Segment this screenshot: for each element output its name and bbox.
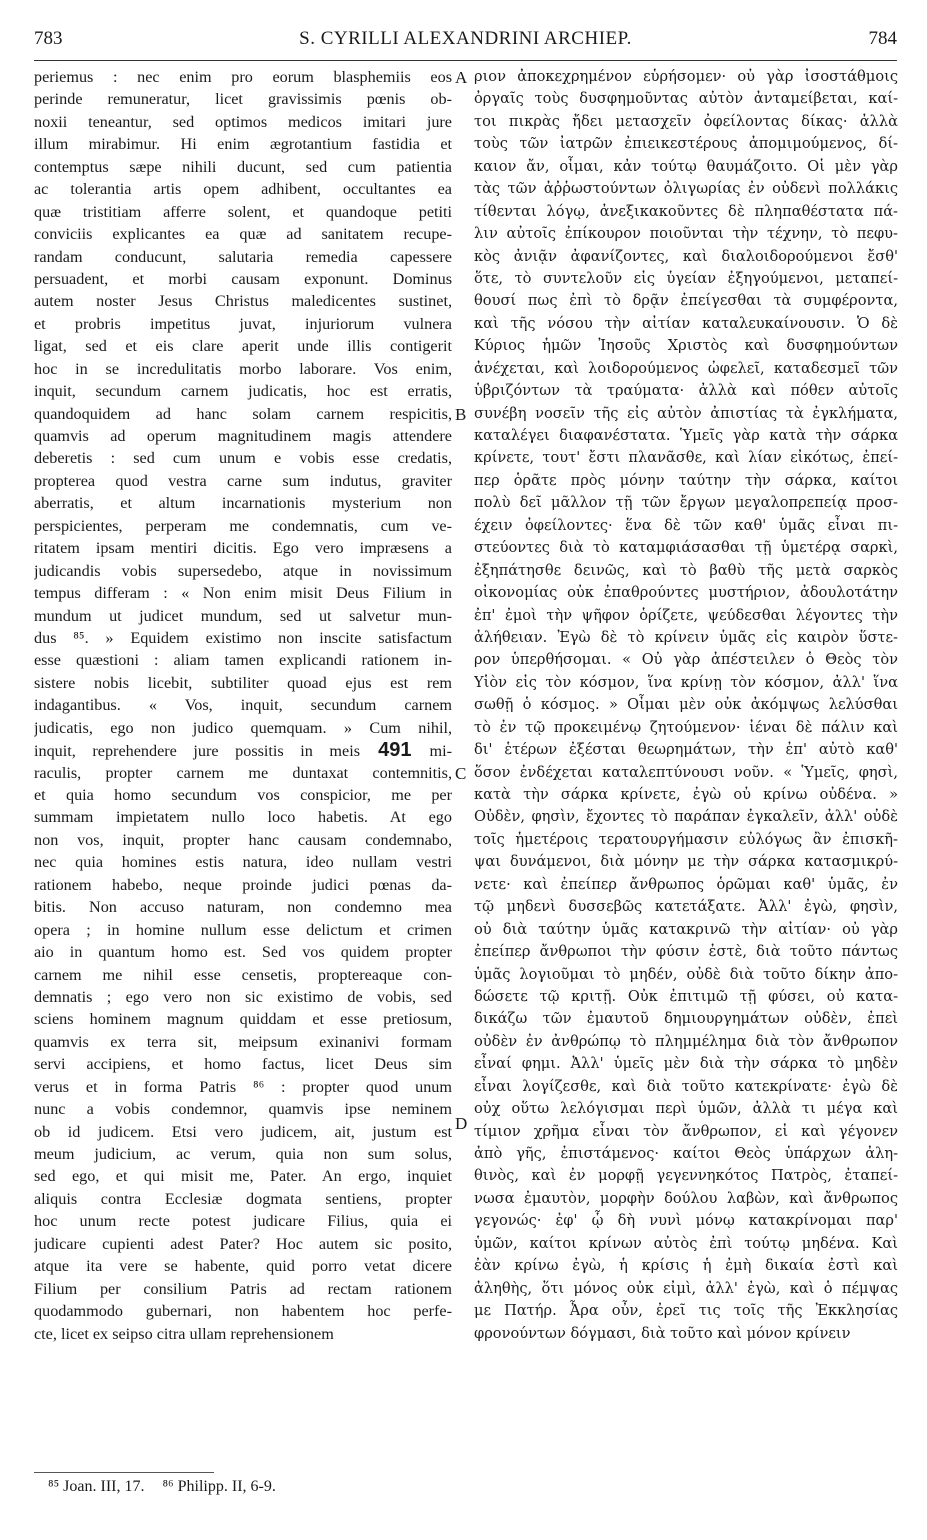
text-line: hoc unum recte potest judicare Filius, quia ei — [34, 1212, 452, 1231]
text-line: persuadent, et morbi causam exponunt. Dominus — [34, 269, 452, 288]
text-line: ἀπὸ γῆς, ἐπιστάμενος· καίτοι Θεὸς ὑπάρχων ἀλη- — [474, 1145, 898, 1162]
text-line: sistere nobis licebit, subtiliter quoad ejus est rem — [34, 673, 452, 692]
text-line: κὸς ἀνιᾷν ἀφανίζοντες, καὶ διαλοιδορούμενοι ἔσθ' — [474, 247, 898, 265]
text-line: raculis, propter carnem me duntaxat contemnitis, — [34, 763, 452, 782]
text-line: φρονούντων δόγμασι, διὰ τοῦτο καὶ μόνον κρίνειν — [474, 1324, 851, 1342]
page-number-left: 783 — [34, 28, 63, 49]
text-line: tempus differam : « Non enim misit Deus Filium in — [34, 584, 452, 603]
text-line: et probris impetitus juvat, injuriorum vulnera — [34, 314, 452, 333]
text-line: λιν αὐτοῖς ἐπίκουρον ποιοῦνται τὴν τέχνην, τὸ πεφυ- — [474, 225, 898, 243]
text-line: quamvis ad operum magnitudinem magis attendere — [34, 427, 452, 445]
text-line: ἀνέχεται, καὶ λοιδορούμενος ὠφελεῖ, καταδεσμεῖ τῶν — [474, 359, 898, 377]
text-line: ριον ἀποκεχρημένον εὑρήσομεν· οὐ γὰρ ἰσοστάθμοις — [474, 68, 898, 85]
text-line: Filium per consilium Patris ad rectam rationem — [34, 1279, 452, 1298]
margin-mark-b: B — [455, 405, 467, 424]
text-line: γεγονώς· ἐφ' ᾧ δὴ νυνὶ μόνῳ κατακρίνομαι παρ' — [474, 1212, 898, 1230]
line-text: inquit, reprehendere jure possitis in meis — [34, 742, 361, 761]
text-line: quodammodo gubernari, non habentem hoc perfe- — [34, 1302, 452, 1321]
text-line: noxii teneantur, sed optimos medicos imitari jure — [34, 112, 452, 131]
text-line: τῷ μηδενὶ δυσσεβῶς κατετάξατε. Ἀλλ' ἐγὼ, φησὶν, — [474, 898, 898, 916]
text-line: ἐπ' ἐμοὶ τὴν ψῆφον ὁρίζετε, ψεύδεσθαι λέγοντες τὴν — [474, 606, 898, 624]
text-line: non vos, inquit, propter hanc causam condemnabo, — [34, 830, 452, 849]
text-line: εἶναι λογίζεσθε, καὶ διὰ τοῦτο κατεκρίνατε· ἐγὼ δὲ — [474, 1077, 898, 1095]
text-line: ligat, sed et eis clare aperit unde illis contigerit — [34, 337, 452, 356]
margin-mark-c: C — [455, 764, 467, 783]
page-number-right: 784 — [868, 28, 897, 49]
text-line: judicandis vobis supersedebo, atque in novissimum — [34, 561, 452, 580]
text-line: perinde remuneratur, licet gravissimis pœnis ob- — [34, 90, 452, 109]
text-line: sciens hominem magnum quiddam et esse pretiosum, — [34, 1010, 452, 1029]
text-line: δώσετε τῷ κριτῇ. Οὐκ ἐπιτιμῶ τῇ φύσει, οὐ κατα- — [474, 987, 898, 1005]
text-line: ἐὰν κρίνω ἐγὼ, ἡ κρίσις ἡ ἐμὴ δικαία ἐστὶ καὶ — [474, 1257, 898, 1275]
text-line: καὶ τῆς νόσου τὴν αἰτίαν καταλευκαίνουσιν. Ὁ δὲ — [474, 314, 898, 332]
text-line: ὀργαῖς τοὺς δυσφημοῦντας αὐτὸν ἀνταμείβεται, καί- — [474, 90, 898, 108]
text-line: ὅσον ἐνδέχεται καταλεπτύνουσι νοῦν. « Ὑμεῖς, φησὶ, — [474, 763, 898, 781]
text-line: aliquis contra Ecclesiæ dogmata sentiens, propter — [34, 1189, 452, 1208]
text-line: Υἱὸν εἰς τὸν κόσμον, ἵνα κρίνῃ τὸν κόσμον, ἀλλ' ἵνα — [474, 673, 898, 691]
text-line: κρίνετε, τουτ' ἔστι πλανᾶσθε, καὶ λίαν εἰκότως, ἐπεί- — [474, 449, 898, 467]
header-rule — [34, 60, 897, 61]
text-line: judicare cupienti adest Pater? Hoc autem sic posito, — [34, 1234, 452, 1253]
text-line: indagantibus. « Vos, inquit, secundum carnem — [34, 696, 452, 715]
text-line: opera ; in homine nullum esse delictum et crimen — [34, 920, 452, 939]
text-line: demnatis ; ego vero non sic existimo de vobis, sed — [34, 987, 452, 1006]
text-line: κατὰ τὴν σάρκα κρίνετε, ἐγὼ οὐ κρίνω οὐδένα. » — [474, 786, 898, 803]
footnotes — [48, 1478, 290, 1496]
text-line: quandoquidem ad hanc solam carnem respicitis, — [34, 404, 452, 423]
text-line: cte, licet ex seipso citra ullam reprehensionem — [34, 1324, 334, 1343]
text-line: conviciis explicantes ea quæ ad sanitatem recupe- — [34, 225, 452, 244]
text-line: τοι πικρὰς ἤδει μετασχεῖν ὀφείλοντας δίκας· ἀλλὰ — [474, 112, 898, 130]
text-line: sed ego, et qui misit me, Pater. An ergo, inquiet — [34, 1167, 452, 1186]
text-line: deberetis : sed cum unum e vobis esse credatis, — [34, 449, 452, 468]
text-line: τίμιον χρῆμα εἶναι τὸν ἄνθρωπον, εἰ καὶ γέγονεν — [474, 1122, 898, 1140]
text-line: δι' ἑτέρων ἐξέσται θεωρημάτων, τὴν ἐπ' αὐτὸ καθ' — [474, 741, 898, 759]
text-line: ὑμῶν, καίτοι κρίνων αὐτὸς ἐπὶ τούτῳ μηδένα. Καὶ — [474, 1234, 898, 1252]
margin-mark-a: A — [455, 68, 468, 87]
text-line: propterea quod vestra carne sum indutus, graviter — [34, 471, 452, 490]
text-line: aberratis, et altum incarnationis mysterium non — [34, 494, 452, 513]
text-line: τὸ ἐν τῷ προκειμένῳ ζητούμενον· ἰέναι δὲ πάλιν καὶ — [474, 718, 898, 736]
text-line: summam impietatem nullo loco habetis. At ego — [34, 808, 452, 827]
text-line: ὑβριζόντων τὰ τραύματα· ἀλλὰ καὶ πόθεν αὐτοῖς — [474, 382, 898, 400]
text-line: esse quæstioni : aliam tamen explicandi rationem in- — [34, 651, 452, 670]
text-line: θουσί πως ἐπὶ τὸ δρᾷν ἐπείγεσθαι τὰ συμφέροντα, — [474, 292, 898, 310]
text-line: δικάζω τῶν ἐμαυτοῦ δημιουργημάτων οὐδὲν, ἐπεὶ — [474, 1010, 898, 1028]
text-line: perspicientes, perperam me condemnatis, cum ve- — [34, 516, 452, 535]
text-line: meum judicium, ac verum, quia non sum solus, — [34, 1145, 452, 1163]
text-line: verus et in forma Patris ⁸⁶ : propter quod unum — [34, 1077, 452, 1096]
text-line: servi accipiens, et homo factus, licet Deus sim — [34, 1055, 452, 1074]
margin-mark-d: D — [455, 1114, 468, 1133]
greek-column — [474, 66, 898, 1345]
text-line: καταλέγει διαφανέστατα. Ὑμεῖς γὰρ κατὰ τὴν σάρκα — [474, 427, 898, 444]
text-line: ὑμᾶς λογιοῦμαι τὸ μηδέν, οὐδὲ διὰ τοῦτο δίκην ἀπο- — [474, 965, 898, 983]
text-line: περ ὁρᾶτε πρὸς μόνην ταύτην τὴν σάρκα, καίτοι — [474, 471, 898, 489]
text-line: νωσα ἐμαυτὸν, μορφὴν δούλου λαβὼν, καὶ ἄνθρωπος — [474, 1189, 898, 1207]
text-line: ob id judicem. Etsi vero judicem, ait, justum est — [34, 1122, 452, 1141]
text-line: Κύριος ἡμῶν Ἰησοῦς Χριστὸς καὶ δυσφημούντων — [474, 337, 898, 355]
text-line: aio in quantum homo est. Sed vos quidem propter — [34, 943, 452, 962]
footnote-86: ⁸⁶ Philipp. II, 6-9. — [162, 1478, 276, 1495]
text-line: τὰς τῶν ἀῤῥωστούντων ὀλιγωρίας ἐν οὐδενὶ πολλάκις — [474, 180, 898, 198]
text-line: carnem me nihil esse censetis, proptereaque con- — [34, 965, 452, 984]
text-line: ρον ὑπερθήσομαι. « Οὐ γὰρ ἀπέστειλεν ὁ Θεὸς τὸν — [474, 651, 898, 669]
text-line: πολὺ δεῖ μᾶλλον τῇ τῶν ἔργων μεγαλοπρεπείᾳ προσ- — [474, 494, 898, 512]
text-line: nec quia homines estis natura, ideo nullam vestri — [34, 853, 452, 872]
text-line: ψαι δυνάμενοι, διὰ μόνην με τὴν σάρκα κατασμικρύ- — [474, 853, 898, 871]
text-line: καιον ἄν, οἶμαι, κἀν τούτῳ θαυμάζοιτο. Οἱ μὲν γὰρ — [474, 157, 898, 175]
line-continuation: mi- — [429, 742, 452, 761]
text-line: εἶναί φημι. Ἀλλ' ὑμεῖς μὲν διὰ τὴν σάρκα τὸ μηδὲν — [474, 1055, 898, 1073]
text-line: quæ tristitiam afferre solent, et quandoque petiti — [34, 202, 452, 221]
page-header — [34, 28, 897, 56]
text-line: τίθενται λόγῳ, ἀνεξικακοῦντες δὲ πληπαθέστατα πά- — [474, 202, 898, 220]
text-line: Οὐδὲν, φησὶν, ἔχοντες τὸ παράπαν ἐγκαλεῖν, ἀλλ' οὐδὲ — [474, 808, 898, 826]
text-line: τοὺς τῶν ἰατρῶν ἐπιεικεστέρους ἀπομιμούμενος, δί- — [474, 135, 898, 153]
text-line: bitis. Non accuso naturam, non condemno mea — [34, 898, 452, 917]
text-line: randam conducunt, salutaria remedia capessere — [34, 247, 452, 266]
text-line: autem noster Jesus Christus maledicentes sustinet, — [34, 292, 452, 311]
text-line: ἀληθὴς, ὅτι μόνος οὐκ εἰμὶ, ἀλλ' ἐγὼ, καὶ ὁ πέμψας — [474, 1279, 898, 1297]
text-line: θινὸς, καὶ ἐν μορφῇ γεγεννηκότος Πατρὸς, ἐταπεί- — [474, 1167, 898, 1185]
text-line: οὐ διὰ ταύτην ὑμᾶς κατακρινῶ τὴν αἰτίαν· οὐ γὰρ — [474, 920, 898, 938]
text-line — [34, 739, 452, 761]
text-line: συνέβη νοσεῖν τῆς εἰς αὐτὸν ἀπιστίας τὰ ἐγκλήματα, — [474, 404, 898, 422]
text-line: ac tolerantia artis opem adhibent, occultantes ea — [34, 180, 452, 199]
text-line: οἰκονομίας οὐκ ἐπαθρούντες μυστήριον, ἀδουλοτάτην — [474, 584, 898, 602]
text-line: inquit, secundum carnem judicatis, hoc est erratis, — [34, 382, 452, 401]
text-line: ἐξηπάτησθε δεινῶς, καὶ τὸ βαθὺ τῆς μετὰ σαρκὸς — [474, 561, 898, 579]
text-line: illum mirabimur. Hi enim ægrotantium fastidia et — [34, 135, 452, 154]
text-line: οὐχ οὕτω λελόγισμαι περὶ ὑμῶν, ἀλλὰ τι μέγα καὶ — [474, 1100, 898, 1118]
text-line: dus ⁸⁵. » Equidem existimo non inscite satisfactum — [34, 628, 452, 647]
text-line: atque ita vere se habente, quid porro vetat dicere — [34, 1257, 452, 1276]
text-line: ὅτε, τὸ συντελοῦν εἰς ὑγείαν ἐξηγούμενοι, μεταπεί- — [474, 269, 898, 287]
footnote-85: ⁸⁵ Joan. III, 17. — [48, 1478, 145, 1495]
text-line: hoc in se incredulitatis morbo laborare. Vos enim, — [34, 359, 452, 378]
text-line: quamvis ex terra sit, meipsum exinanivi formam — [34, 1032, 452, 1051]
text-line: σωθῇ ὁ κόσμος. » Οἶμαι μὲν οὐκ ἀκόμψως λελύσθαι — [474, 696, 898, 714]
text-line: ἀλήθειαν. Ἐγὼ δὲ τὸ κρίνειν ὑμᾶς εἰς καιρὸν ὕστε- — [474, 628, 898, 646]
text-line: στεύοντες διὰ τὸ καταμφιάσασθαι τῇ ὑμετέρᾳ σαρκὶ, — [474, 539, 898, 557]
text-line: periemus : nec enim pro eorum blasphemiis eos — [34, 68, 452, 86]
text-line: με Πατήρ. Ἆρα οὖν, ἐρεῖ τις τοῖς τῆς Ἐκκλησίας — [474, 1302, 898, 1320]
text-line: ἐπείπερ ἄνθρωποι τὴν φύσιν ἐστὲ, διὰ τοῦτο πάντως — [474, 943, 898, 961]
text-line: έχειν ὀφείλοντες· ἕνα δὲ τῶν καθ' ὑμᾶς εἶναι πι- — [474, 516, 898, 534]
text-line: judicatis, ego non judico quemquam. » Cum nihil, — [34, 718, 452, 737]
text-line: οὐδὲν ἐν ἀνθρώπῳ τὸ πλημμέλημα διὰ τὸν ἄνθρωπον — [474, 1032, 898, 1050]
footnote-rule — [34, 1472, 214, 1473]
running-title: S. CYRILLI ALEXANDRINI ARCHIEP. — [299, 28, 632, 49]
column-number: 491 — [360, 739, 430, 762]
text-line: ritatem ipsam mentiri dicitis. Ego vero impræsens a — [34, 539, 452, 558]
text-line: rationem habebo, neque proinde judici pœnas da- — [34, 875, 452, 894]
text-line: mundum ut judicet mundum, sed ut salvetur mun- — [34, 606, 452, 625]
text-line: nunc a vobis condemnor, quamvis ipse neminem — [34, 1100, 452, 1119]
text-line: τοῖς ἡμετέροις τερατουργήμασιν εὐλόγως ἂν ἐπισκῆ- — [474, 830, 898, 848]
latin-column — [34, 66, 452, 1345]
text-line: contemptus sæpe nihili ducunt, sed cum patientia — [34, 157, 452, 176]
text-line: et quia homo secundum vos conspicior, me per — [34, 786, 452, 804]
text-line: νετε· καὶ ἐπείπερ ἄνθρωπος ὁρῶμαι καθ' ὑμᾶς, ἐν — [474, 875, 898, 893]
